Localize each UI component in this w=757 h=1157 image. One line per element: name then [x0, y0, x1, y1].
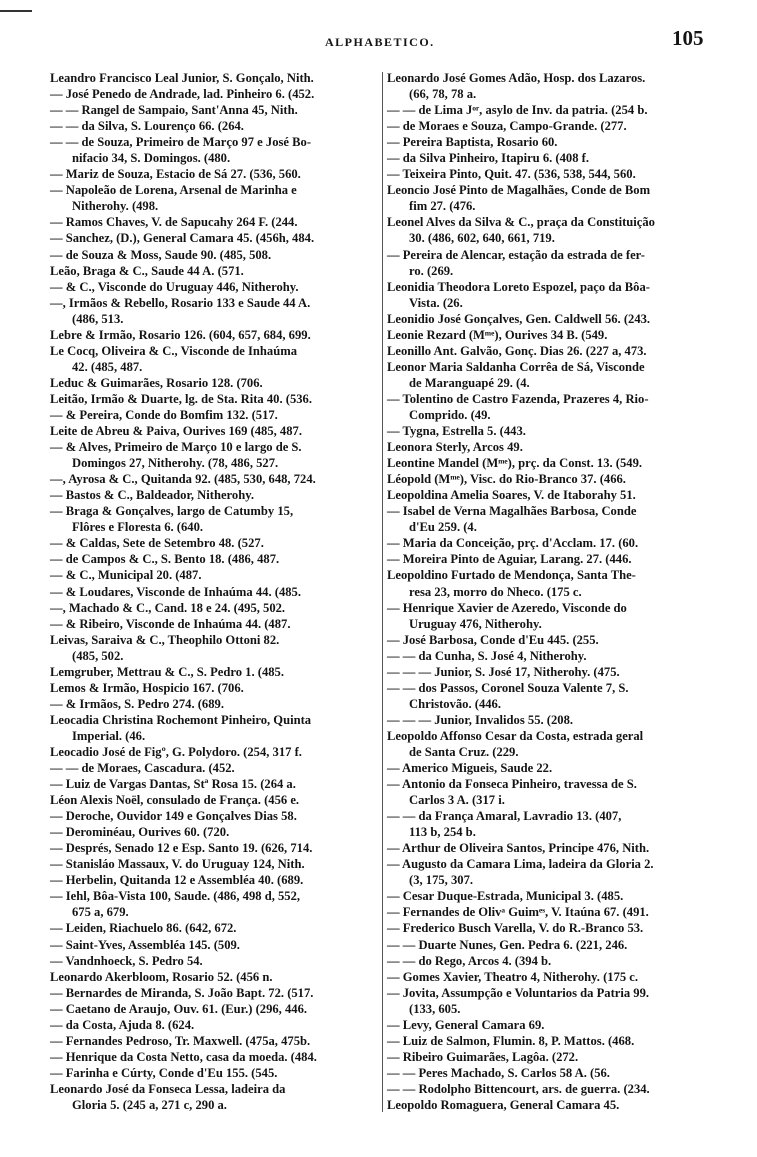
directory-entry-line: — da Silva Pinheiro, Itapiru 6. (408 f.: [387, 151, 589, 166]
directory-entry-line: — Fernandes Pedroso, Tr. Maxwell. (475a, 475b.: [50, 1033, 311, 1048]
directory-entry-line: — Maria da Conceição, prç. d'Acclam. 17. (60.: [387, 536, 639, 551]
left-column: [50, 70, 382, 1113]
entry-continuation-line: d'Eu 259. (4.: [409, 520, 477, 535]
directory-entry-line: Leonie Rezard (Mᵐᵉ), Ourives 34 B. (549.: [387, 327, 608, 342]
directory-entry-line: — Stanisláo Massaux, V. do Uruguay 124, Nith.: [50, 857, 305, 872]
directory-entry-line: —, Machado & C., Cand. 18 e 24. (495, 502.: [50, 600, 286, 615]
entry-continuation-line: (133, 605.: [409, 1001, 461, 1016]
entry-continuation-line: nifacio 34, S. Domingos. (480.: [72, 151, 231, 166]
entry-continuation-line: fim 27. (476.: [409, 199, 476, 214]
directory-entry-line: Leonardo José Gomes Adão, Hosp. dos Lazaros.: [387, 71, 646, 85]
directory-entry-line: — — Rangel de Sampaio, Sant'Anna 45, Nith.: [50, 103, 298, 118]
entry-continuation-line: 113 b, 254 b.: [409, 825, 476, 840]
entry-continuation-line: Comprido. (49.: [409, 407, 491, 422]
directory-entry-line: — Antonio da Fonseca Pinheiro, travessa de S.: [387, 777, 637, 792]
directory-entry-line: Leduc & Guimarães, Rosario 128. (706.: [50, 375, 263, 390]
directory-entry-line: Léon Alexis Noël, consulado de França. (456 e.: [50, 793, 300, 808]
directory-entry-line: — Frederico Busch Varella, V. do R.-Branco 53.: [387, 921, 644, 936]
directory-entry-line: Leonel Alves da Silva & C., praça da Constituição: [387, 215, 655, 230]
directory-entry-line: Leão, Braga & C., Saude 44 A. (571.: [50, 263, 244, 278]
directory-entry-line: — — de Souza, Primeiro de Março 97 e José Bo-: [50, 135, 312, 150]
directory-entry-line: Leonardo Akerbloom, Rosario 52. (456 n.: [50, 969, 273, 984]
directory-entry-line: — & Ribeiro, Visconde de Inhaúma 44. (487.: [50, 616, 291, 631]
directory-entry-line: — Saint-Yves, Assembléa 145. (509.: [50, 937, 240, 952]
entry-continuation-line: (66, 78, 78 a.: [409, 87, 477, 102]
directory-entry-line: — Moreira Pinto de Aguiar, Larang. 27. (446.: [387, 552, 632, 567]
running-title: ALPHABETICO.: [325, 35, 435, 49]
right-column: [387, 70, 719, 1113]
directory-entry-line: — — da França Amaral, Lavradio 13. (407,: [387, 809, 622, 824]
directory-entry-line: — Fernandes de Olivᵃ Guimᵉˢ, V. Itaúna 67. (491.: [387, 905, 649, 920]
directory-entry-line: — da Costa, Ajuda 8. (624.: [50, 1017, 195, 1032]
corner-rule: [0, 10, 32, 12]
entry-continuation-line: Uruguay 476, Nitherohy.: [409, 616, 542, 631]
directory-entry-line: Leonillo Ant. Galvão, Gonç. Dias 26. (227 a, 473.: [387, 343, 647, 358]
directory-entry-line: — Isabel de Verna Magalhães Barbosa, Conde: [387, 504, 637, 519]
directory-entry-line: — José Barbosa, Conde d'Eu 445. (255.: [387, 632, 599, 647]
directory-entry-line: — — — Junior, Invalidos 55. (208.: [387, 712, 574, 727]
directory-entry-line: — Leiden, Riachuelo 86. (642, 672.: [50, 921, 237, 936]
directory-entry-line: Leonora Sterly, Arcos 49.: [387, 440, 523, 455]
entry-continuation-line: 30. (486, 602, 640, 661, 719.: [409, 231, 555, 246]
entry-continuation-line: Flôres e Floresta 6. (640.: [72, 520, 204, 535]
directory-entry-line: Leandro Francisco Leal Junior, S. Gonçalo, Nith.: [50, 71, 314, 85]
directory-entry-line: Leitão, Irmão & Duarte, lg. de Sta. Rita 40. (536.: [50, 391, 312, 406]
directory-entry-line: — Henrique da Costa Netto, casa da moeda. (484.: [50, 1049, 317, 1064]
directory-entry-line: Leopoldino Furtado de Mendonça, Santa The-: [387, 568, 636, 583]
entry-continuation-line: (3, 175, 307.: [409, 873, 474, 888]
directory-entry-line: Leonidio José Gonçalves, Gen. Caldwell 56. (243.: [387, 311, 651, 326]
directory-entry-line: Leopoldina Amelia Soares, V. de Itaborahy 51.: [387, 488, 636, 503]
page-number: 105: [672, 26, 704, 50]
directory-entry-line: — — dos Passos, Coronel Souza Valente 7, S.: [387, 680, 629, 695]
directory-entry-line: — Cesar Duque-Estrada, Municipal 3. (485.: [387, 889, 624, 904]
directory-entry-line: — — de Moraes, Cascadura. (452.: [50, 761, 235, 776]
directory-entry-line: — de Campos & C., S. Bento 18. (486, 487.: [50, 552, 280, 567]
directory-entry-line: — — — Junior, S. José 17, Nitherohy. (475.: [387, 664, 620, 679]
directory-entry-line: Leonidia Theodora Loreto Espozel, paço da Bôa-: [387, 279, 650, 294]
directory-entry-line: — & Irmãos, S. Pedro 274. (689.: [50, 696, 224, 711]
directory-entry-line: — Tolentino de Castro Fazenda, Prazeres 4, Rio-: [387, 391, 649, 406]
directory-entry-line: Le Cocq, Oliveira & C., Visconde de Inhaúma: [50, 343, 297, 358]
entry-continuation-line: de Santa Cruz. (229.: [409, 744, 519, 759]
entry-continuation-line: Vista. (26.: [409, 295, 463, 310]
directory-entry-line: —, Ayrosa & C., Quitanda 92. (485, 530, 648, 724.: [50, 472, 316, 487]
directory-entry-line: — Augusto da Camara Lima, ladeira da Gloria 2.: [387, 857, 654, 872]
directory-entry-line: — José Penedo de Andrade, lad. Pinheiro 6. (452.: [50, 87, 315, 102]
directory-entry-line: — Ramos Chaves, V. de Sapucahy 264 F. (244.: [50, 215, 298, 230]
directory-entry-line: — Gomes Xavier, Theatro 4, Nitherohy. (175 c.: [387, 969, 639, 984]
directory-entry-line: — Henrique Xavier de Azeredo, Visconde do: [387, 600, 627, 615]
directory-entry-line: — Després, Senado 12 e Esp. Santo 19. (626, 714.: [50, 841, 313, 856]
directory-entry-line: Leonardo José da Fonseca Lessa, ladeira da: [50, 1081, 286, 1096]
directory-entry-line: — — Rodolpho Bittencourt, ars. de guerra. (234.: [387, 1081, 650, 1096]
directory-entry-line: Lemos & Irmão, Hospicio 167. (706.: [50, 680, 244, 695]
entry-continuation-line: 42. (485, 487.: [72, 359, 143, 374]
directory-entry-line: — & C., Visconde do Uruguay 446, Nitherohy.: [50, 279, 299, 294]
directory-entry-line: — — Duarte Nunes, Gen. Pedra 6. (221, 246.: [387, 937, 628, 952]
entry-continuation-line: Christovão. (446.: [409, 696, 501, 711]
directory-entry-line: — — do Rego, Arcos 4. (394 b.: [387, 953, 552, 968]
column-divider: [382, 72, 383, 1112]
directory-entry-line: Leocadio José de Figº, G. Polydoro. (254, 317 f.: [50, 744, 302, 759]
directory-entry-line: —, Irmãos & Rebello, Rosario 133 e Saude 44 A.: [50, 295, 311, 310]
directory-entry-line: — Vandnhoeck, S. Pedro 54.: [50, 953, 203, 968]
entry-continuation-line: Carlos 3 A. (317 i.: [409, 793, 505, 808]
directory-entry-line: Leivas, Saraiva & C., Theophilo Ottoni 82.: [50, 632, 280, 647]
entry-continuation-line: Imperial. (46.: [72, 728, 146, 743]
directory-entry-line: — — da Cunha, S. José 4, Nitherohy.: [387, 648, 587, 663]
entry-continuation-line: ro. (269.: [409, 263, 454, 278]
directory-entry-line: — Mariz de Souza, Estacio de Sá 27. (536, 560.: [50, 167, 301, 182]
directory-entry-line: — Pereira de Alencar, estação da estrada de fer-: [387, 247, 645, 262]
directory-entry-line: — Herbelin, Quitanda 12 e Assembléa 40. (689.: [50, 873, 304, 888]
directory-entry-line: — Caetano de Araujo, Ouv. 61. (Eur.) (296, 446.: [50, 1001, 308, 1016]
directory-entry-line: — Pereira Baptista, Rosario 60.: [387, 135, 558, 150]
directory-entry-line: — — da Silva, S. Lourenço 66. (264.: [50, 119, 244, 134]
directory-entry-line: — Deroche, Ouvidor 149 e Gonçalves Dias 58.: [50, 809, 297, 824]
directory-entry-line: — Tygna, Estrella 5. (443.: [387, 424, 526, 439]
directory-entry-line: — Braga & Gonçalves, largo de Catumby 15,: [50, 504, 294, 519]
directory-entry-line: — Iehl, Bôa-Vista 100, Saude. (486, 498 d, 552,: [50, 889, 301, 904]
entry-continuation-line: Gloria 5. (245 a, 271 c, 290 a.: [72, 1098, 227, 1112]
directory-entry-line: — de Moraes e Souza, Campo-Grande. (277.: [387, 119, 627, 134]
directory-entry-line: — & Pereira, Conde do Bomfim 132. (517.: [50, 407, 278, 422]
directory-entry-line: — de Souza & Moss, Saude 90. (485, 508.: [50, 247, 272, 262]
directory-entry-line: Leocadia Christina Rochemont Pinheiro, Quinta: [50, 712, 312, 727]
directory-entry-line: — Luiz de Salmon, Flumin. 8, P. Mattos. (468.: [387, 1033, 635, 1048]
directory-entry-line: — Derominéau, Ourives 60. (720.: [50, 825, 230, 840]
entry-continuation-line: resa 23, morro do Nheco. (175 c.: [409, 584, 582, 599]
directory-entry-line: Leite de Abreu & Paiva, Ourives 169 (485, 487.: [50, 424, 302, 439]
directory-entry-line: — Jovita, Assumpção e Voluntarios da Patria 99.: [387, 985, 650, 1000]
directory-entry-line: Lebre & Irmão, Rosario 126. (604, 657, 684, 699.: [50, 327, 311, 342]
directory-entry-line: Léopold (Mᵐᵉ), Visc. do Rio-Branco 37. (466.: [387, 472, 626, 487]
directory-entry-line: Leopoldo Romaguera, General Camara 45.: [387, 1098, 620, 1112]
directory-entry-line: Leopoldo Affonso Cesar da Costa, estrada geral: [387, 728, 644, 743]
directory-entry-line: — Sanchez, (D.), General Camara 45. (456h, 484.: [50, 231, 315, 246]
directory-entry-line: — Bastos & C., Baldeador, Nitherohy.: [50, 488, 254, 503]
directory-entry-line: Leonor Maria Saldanha Corrêa de Sá, Visconde: [387, 359, 645, 374]
directory-entry-line: — Ribeiro Guimarães, Lagôa. (272.: [387, 1049, 579, 1064]
directory-entry-line: Leontine Mandel (Mᵐᵉ), prç. da Const. 13. (549.: [387, 456, 643, 471]
directory-entry-line: — Americo Migueis, Saude 22.: [387, 761, 553, 776]
entry-continuation-line: de Maranguapé 29. (4.: [409, 375, 530, 390]
entry-continuation-line: 675 a, 679.: [72, 905, 129, 920]
directory-entry-line: — & Alves, Primeiro de Março 10 e largo de S.: [50, 440, 302, 455]
directory-entry-line: Lemgruber, Mettrau & C., S. Pedro 1. (485.: [50, 664, 284, 679]
entry-continuation-line: Domingos 27, Nitherohy. (78, 486, 527.: [72, 456, 279, 471]
directory-entry-line: Leoncio José Pinto de Magalhães, Conde de Bom: [387, 183, 651, 198]
entry-continuation-line: Nitherohy. (498.: [72, 199, 159, 214]
directory-entry-line: — Farinha e Cúrty, Conde d'Eu 155. (545.: [50, 1065, 278, 1080]
directory-entry-line: — Arthur de Oliveira Santos, Principe 476, Nith.: [387, 841, 650, 856]
directory-entry-line: — Luiz de Vargas Dantas, Stª Rosa 15. (264 a.: [50, 777, 296, 792]
directory-entry-line: — Bernardes de Miranda, S. João Bapt. 72. (517.: [50, 985, 314, 1000]
directory-entry-line: — Teixeira Pinto, Quit. 47. (536, 538, 544, 560.: [387, 167, 636, 182]
entry-continuation-line: (486, 513.: [72, 311, 124, 326]
directory-entry-line: — Napoleão de Lorena, Arsenal de Marinha e: [50, 183, 297, 198]
directory-entry-line: — & C., Municipal 20. (487.: [50, 568, 202, 583]
entry-continuation-line: (485, 502.: [72, 648, 124, 663]
directory-entry-line: — — Peres Machado, S. Carlos 58 A. (56.: [387, 1065, 610, 1080]
directory-entry-line: — & Loudares, Visconde de Inhaúma 44. (485.: [50, 584, 301, 599]
directory-entry-line: — — de Lima Jᵒʳ, asylo de Inv. da patria. (254 b.: [387, 103, 648, 118]
directory-entry-line: — Levy, General Camara 69.: [387, 1017, 545, 1032]
directory-entry-line: — & Caldas, Sete de Setembro 48. (527.: [50, 536, 264, 551]
